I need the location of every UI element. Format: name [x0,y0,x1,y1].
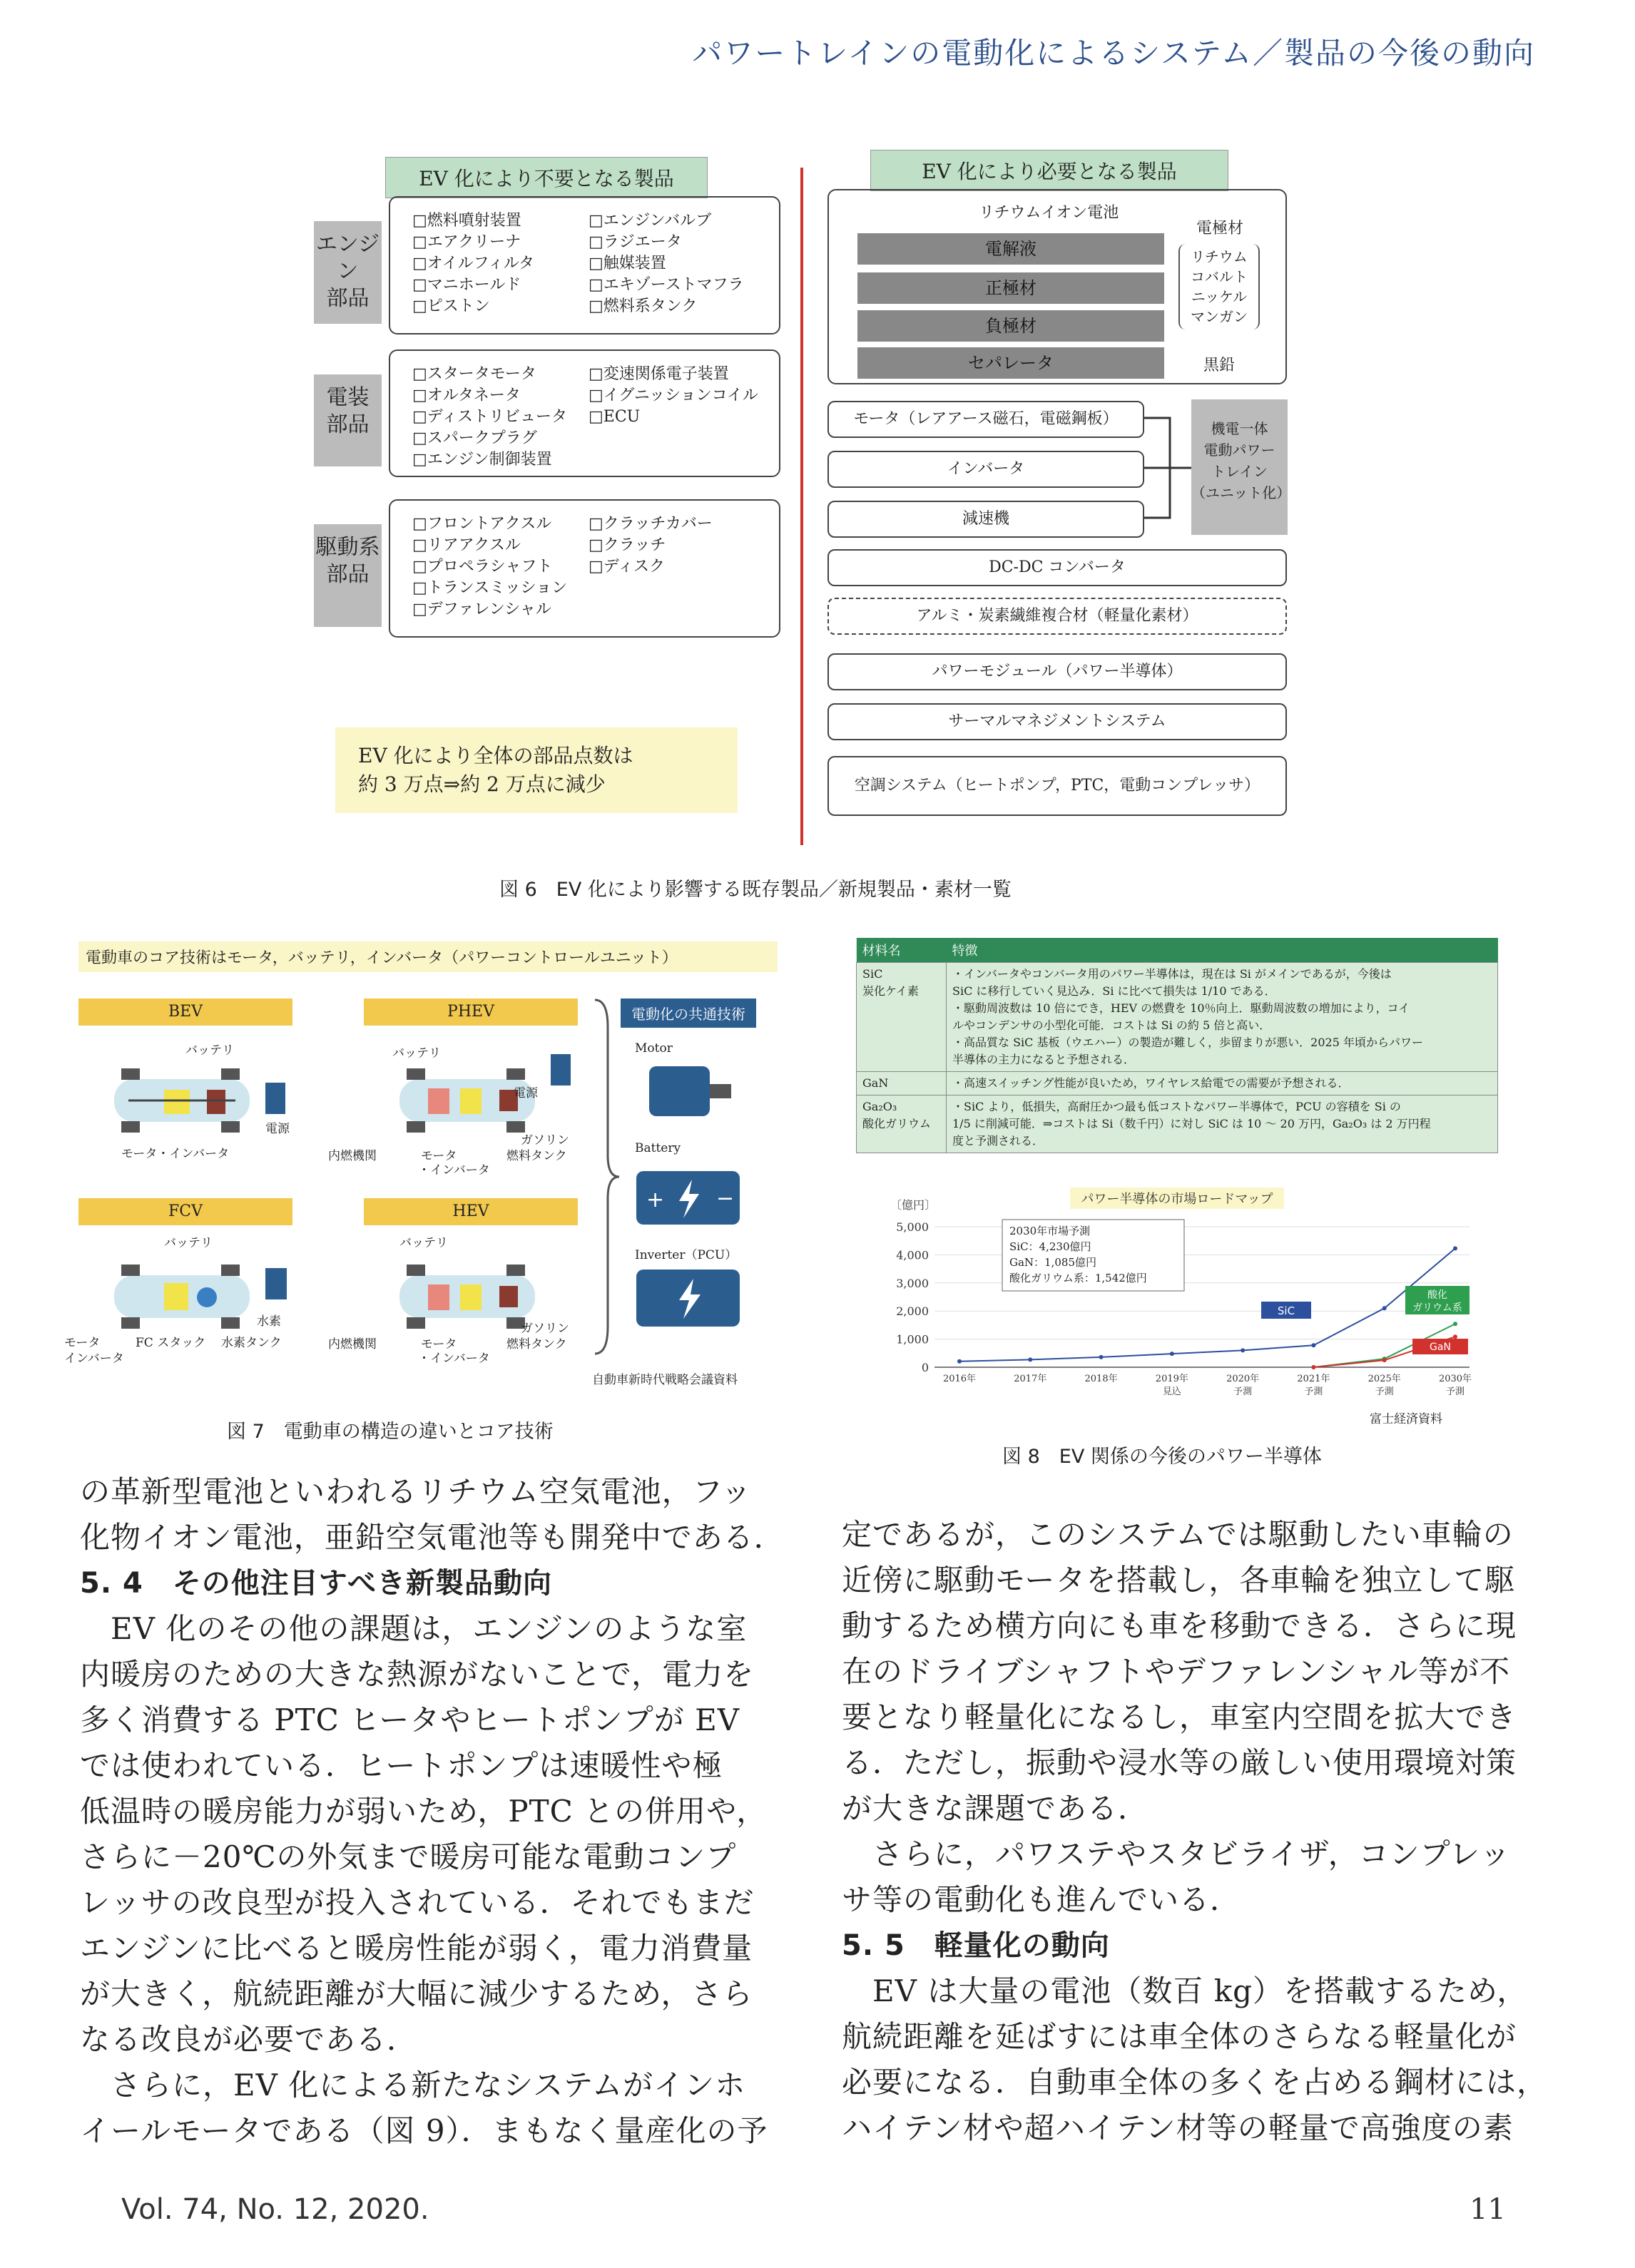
fig7-hev-label: 内燃機関 [328,1337,377,1352]
fig6-motor: モータ（レアアース磁石，電磁鋼板） [827,401,1144,438]
paragraph-line: る．ただし，振動や浸水等の厳しい使用環境対策 [842,1745,1517,1780]
x-tick-label: 2021年 [1297,1374,1330,1384]
data-point [1241,1348,1245,1352]
paragraph-line: 要となり軽量化になるし，車室内空間を拡大でき [842,1700,1517,1735]
fig7-hev-label: ・インバータ [418,1352,490,1366]
fig7-banner: 電動車のコア技術はモータ，バッテリ，インバータ（パワーコントロールユニット） [78,941,778,972]
running-header: パワートレインの電動化によるシステム／製品の今後の動向 [692,36,1535,71]
page-number: 11 [1470,2193,1506,2226]
fig6-battery-part: セパレータ [857,347,1164,379]
fig6-alumi: アルミ・炭素繊維複合材（軽量化素材） [827,598,1287,635]
fig7-fcv-label: 水素 [257,1314,281,1329]
fig6-item: □スタータモータ [412,365,536,383]
fig7-fcv-label: バッテリ [164,1236,213,1250]
fig8-material-jp: 炭化ケイ素 [862,984,919,998]
fig7-phev-label: ガソリン [521,1133,569,1148]
fig6-thermal: サーマルマネジメントシステム [827,703,1287,740]
fig8-feature-line: ・高速スイッチング性能が良いため，ワイヤレス給電での需要が予想される． [952,1076,1350,1090]
table-row [857,1072,1498,1095]
data-point [957,1359,962,1364]
paragraph-line: エンジンに比べると暖房性能が弱く，電力消費量 [80,1931,753,1966]
series-label: ガリウム系 [1412,1302,1462,1314]
fig7-hev-header: HEV [364,1198,578,1225]
fig6-group-label-line: 部品 [326,412,370,437]
paragraph-line: さらに，EV 化による新たなシステムがインホ [80,2068,746,2103]
charger-icon [265,1083,285,1114]
fig7-fcv-label: モータ [64,1336,101,1350]
fig6-item: □燃料噴射装置 [412,212,521,230]
chart-title: パワー半導体の市場ロードマップ [1081,1192,1273,1207]
fig7-phev-panel [328,998,578,1178]
fig8-feature-line: ・駆動周波数は 10 倍にでき，HEV の燃費を 10％向上．駆動周波数の増加により，コイ [952,1001,1410,1015]
fig6-group-label-line: 駆動系 [315,535,380,560]
fig6-group-label-line: 部品 [326,286,370,311]
section-heading: 5. 4 その他注目すべき新製品動向 [80,1567,552,1600]
fig6-item: □プロペラシャフト [412,558,553,576]
paragraph-line: 動するため横方向にも車を移動できる．さらに現 [842,1608,1517,1643]
fig6-group-label-line: エンジン [315,232,380,284]
fig6-item: □オルタネータ [412,387,521,404]
fig7-caption: 図 7 電動車の構造の違いとコア技術 [227,1421,554,1443]
x-tick-label: 予測 [1445,1386,1465,1397]
fig8-feature-line: 1/5 に削減可能．⇒コストは Si（数千円）に対し SiC は 10 ～ 20 万円，Ga₂O₃ は 2 万円程 [952,1117,1431,1130]
y-tick-label: 2,000 [896,1304,929,1319]
fig6-group-col [589,364,758,428]
fig6-item: □ラジエータ [589,233,682,251]
fig6-item: □燃料系タンク [589,297,698,315]
fig8-material-symbol: SiC [862,967,883,981]
x-tick-label: 2019年 [1155,1374,1188,1384]
fig6-electrode-item: リチウム [1191,248,1248,265]
fig6-item: □リアアクスル [412,536,521,554]
fig6-reducer: 減速機 [827,501,1144,538]
fig6-item: □ディスク [589,558,666,576]
table-row [857,963,1498,1072]
x-tick-label: 2018年 [1084,1374,1118,1384]
x-tick-label: 予測 [1233,1386,1253,1397]
fig8-table-head: 特徴 [947,938,1498,963]
forecast-line: SiC：4,230億円 [1009,1240,1091,1253]
fig6-note-line1: EV 化により全体の部品点数は [358,744,633,767]
fig6-battery-part: 正極材 [857,272,1164,304]
series-label: SiC [1277,1304,1295,1317]
fig6-item: □クラッチ [589,536,666,554]
fig8-feature-line: ルやコンデンサの小型化可能．コストは Si の約 5 倍と高い． [952,1018,1271,1032]
fig6-item: □フロントアクスル [412,515,552,533]
fig8-material-symbol: GaN [862,1076,889,1090]
series-label: 酸化 [1427,1289,1447,1301]
fig6-integrated-line: （ユニット化） [1191,484,1291,501]
fig6-electrode-item: ニッケル [1191,288,1248,305]
x-tick-label: 2017年 [1014,1374,1047,1384]
fig7-hev-label: モータ [421,1337,457,1352]
fig8-material-name [857,1095,947,1153]
section-heading: 5. 5 軽量化の動向 [842,1929,1110,1962]
fig7-fcv-header: FCV [78,1198,292,1225]
fig6-battery-title: リチウムイオン電池 [979,204,1119,222]
x-tick-label: 予測 [1304,1386,1323,1397]
paragraph-line: 在のドライブシャフトやデファレンシャル等が不 [842,1654,1511,1689]
fig7-phev-label: バッテリ [392,1046,441,1061]
fig6-item: □エキゾーストマフラ [589,276,744,294]
fig6-left-title: EV 化により不要となる製品 [385,157,708,198]
data-point [1382,1358,1387,1362]
fig8-material-name [857,963,947,1072]
paragraph-line: イールモータである（図 9）．まもなく量産化の予 [80,2113,768,2148]
fig6-dcdc: DC-DC コンバータ [827,549,1287,586]
fig6-item: □イグニッションコイル [589,387,758,404]
fig7-fcv-label: インバータ [64,1352,124,1366]
x-tick-label: 2020年 [1226,1374,1260,1384]
fig6-graphite: 黒鉛 [1203,357,1236,374]
y-axis-unit: 〔億円〕 [890,1198,937,1212]
fig6-group-label [314,524,382,627]
paragraph-line: が大きく，航続距離が大幅に減少するため，さら [80,1976,753,2011]
fig6-integrated-line: 機電一体 [1211,420,1268,437]
fig6-item: □デファレンシャル [412,601,551,618]
paragraph-line: では使われている．ヒートポンプは速暖性や極 [80,1748,723,1783]
data-point [1028,1357,1032,1362]
fig7-phev-label: 燃料タンク [506,1149,567,1163]
body-column-left [80,1469,786,2154]
fig6-note-line2: 約 3 万点⇒約 2 万点に減少 [358,772,606,796]
data-point [1453,1246,1457,1250]
fig6-item: □クラッチカバー [589,515,713,533]
paragraph-line: 近傍に駆動モータを搭載し，各車輪を独立して駆 [842,1563,1516,1598]
forecast-line: GaN：1,085億円 [1009,1256,1096,1269]
fig7-phev-label: 電源 [514,1086,538,1100]
fig8-material-feature [947,1095,1498,1153]
fig7-bev-label: バッテリ [185,1043,234,1058]
fig6-electrode-item: マンガン [1191,308,1248,325]
fig8-feature-line: 度と予測される． [952,1134,1044,1148]
fig7-bev-label: モータ・インバータ [121,1147,230,1161]
fcv-car-icon [107,1265,264,1329]
paragraph-line: が大きな課題である． [842,1791,1149,1826]
charger-icon [551,1054,571,1086]
hydrogen-station-icon [265,1268,287,1299]
fig6-item: □マニホールド [412,276,521,294]
fig8-chart [856,1187,1512,1423]
data-point [1311,1365,1315,1369]
fig7-common-tech [621,998,756,1262]
fig6-item: □触媒装置 [589,255,666,272]
fig7-hev-label: バッテリ [399,1236,448,1250]
paragraph-line: 必要になる．自動車全体の多くを占める鋼材には， [842,2065,1548,2100]
fig7-motor-label: Motor [635,1041,673,1056]
data-point [1453,1322,1457,1326]
fig6-group-col [412,514,567,620]
fig6-item: □ディストリビュータ [412,408,568,426]
paragraph-line: 航続距離を延ばすには車全体のさらなる軽量化が [842,2019,1517,2054]
paragraph-line: 低温時の暖房能力が弱いため，PTC との併用や， [80,1794,768,1829]
fig7-fcv-label: FC スタック [136,1336,206,1350]
fig8-material-jp: 酸化ガリウム [862,1117,931,1130]
fig8-feature-line: SiC に移行していく見込み．Si に比べて損失は 1/10 である． [952,984,1276,998]
fig6-group-col [589,210,744,317]
y-tick-label: 4,000 [896,1248,929,1262]
fig8-caption: 図 8 EV 関係の今後のパワー半導体 [1002,1446,1322,1468]
fig7-brace [592,998,621,1355]
paragraph-line: ハイテン材や超ハイテン材等の軽量で高強度の素 [842,2110,1514,2145]
fig7-hev-panel [328,1198,578,1368]
paragraph-line: なる改良が必要である． [80,2022,418,2057]
fig7-phev-label: モータ [421,1149,457,1163]
svg-text:−: − [716,1186,735,1211]
figure-7 [64,941,799,1398]
series-label: GaN [1430,1342,1451,1353]
data-point [1311,1343,1315,1347]
fig6-battery-part: 電解液 [857,233,1164,265]
fig6-group-label [314,374,382,466]
fig6-item: □ピストン [412,297,490,315]
fig7-battery-label: Battery [635,1141,681,1155]
paragraph-line: EV 化のその他の課題は，エンジンのような室 [80,1611,748,1646]
paragraph-line: レッサの改良型が投入されている．それでもまだ [80,1885,755,1920]
y-tick-label: 1,000 [896,1332,929,1347]
forecast-line: 酸化ガリウム系：1,542億円 [1009,1272,1147,1284]
fig6-caption: 図 6 EV 化により影響する既存製品／新規製品・素材一覧 [499,879,1012,901]
fig7-phev-label: ・インバータ [418,1163,490,1178]
fig6-electrode-label: 電極材 [1196,220,1244,237]
fig7-bev-header: BEV [78,998,292,1026]
fig7-phev-label: 内燃機関 [328,1149,377,1163]
fig6-divider [800,168,803,845]
fig6-group-label-line: 部品 [326,562,370,587]
bev-car-icon [107,1068,264,1133]
x-tick-label: 見込 [1162,1386,1181,1397]
table-row [857,1095,1498,1153]
fig7-bev-label: 電源 [265,1122,290,1136]
x-tick-label: 2016年 [942,1374,977,1384]
fig6-item: □エアクリーナ [412,233,521,251]
paragraph-line: 定であるが，このシステムでは駆動したい車輪の [842,1517,1514,1552]
data-point [1170,1352,1174,1356]
inverter-icon [636,1266,743,1330]
x-tick-label: 予測 [1375,1386,1394,1397]
fig7-hev-label: ガソリン [521,1322,569,1336]
data-point [1453,1334,1457,1339]
fig7-hev-label: 燃料タンク [506,1337,567,1352]
paragraph-line: 化物イオン電池，亜鉛空気電池等も開発中である． [80,1520,785,1555]
fig6-integrated-box [1191,399,1291,535]
x-tick-label: 2030年 [1438,1374,1472,1384]
fig6-item: □エンジン制御装置 [412,451,552,469]
y-tick-label: 5,000 [896,1220,929,1234]
fig6-group-col [412,210,534,317]
figure-6 [314,150,1298,863]
battery-icon [636,1164,743,1228]
fig7-phev-header: PHEV [364,998,578,1026]
fig8-feature-line: 半導体の主力になると予想される． [952,1053,1136,1066]
fig8-roadmap-chart [856,1187,1512,1423]
fig6-inverter: インバータ [827,451,1144,488]
figure-8 [856,938,1512,1426]
fig6-integrated-line: トレイン [1211,463,1268,480]
fig8-material-feature [947,963,1498,1072]
body-column-right [842,1512,1548,2151]
fig6-aircon: 空調システム（ヒートポンプ，PTC，電動コンプレッサ） [827,756,1287,816]
footer-volume: Vol. 74, No. 12, 2020. [121,2193,429,2226]
fig7-common-title: 電動化の共通技術 [621,998,756,1028]
fig6-electrode-item: コバルト [1191,268,1248,285]
fig6-item: □スパークプラグ [412,429,537,447]
svg-text:+: + [646,1187,665,1212]
fig6-item: □変速関係電子装置 [589,365,729,383]
fig6-battery-part: 負極材 [857,310,1164,342]
fig8-feature-line: ・インバータやコンバータ用のパワー半導体は，現在は Si がメインであるが，今後は [952,967,1392,981]
paragraph-line: の革新型電池といわれるリチウム空気電池，フッ [80,1474,752,1509]
fig8-material-table [856,938,1498,1153]
fig8-material-feature [947,1072,1498,1095]
fig8-table-head: 材料名 [857,938,947,963]
fig6-electrode-items [1178,244,1260,330]
phev-car-icon [392,1068,549,1133]
fig7-fcv-label: 水素タンク [221,1336,282,1350]
paragraph-line: サ等の電動化も進んでいる． [842,1882,1241,1917]
fig6-group-label [314,221,382,324]
data-point [1099,1355,1104,1359]
fig6-item: □トランスミッション [412,579,568,597]
fig8-material-symbol: Ga₂O₃ [862,1100,897,1113]
paragraph-line: さらに，パワステやスタビライザ，コンプレッ [842,1837,1511,1871]
fig8-source: 富士経済資料 [1370,1412,1442,1426]
fig6-item: □エンジンバルブ [589,212,712,230]
y-tick-label: 0 [921,1361,929,1374]
data-point [1382,1306,1387,1310]
fig8-feature-line: ・高品質な SiC 基板（ウエハー）の製造が難しく，歩留まりが悪い．2025 年頃からパワー [952,1036,1423,1049]
fig6-note [335,727,738,813]
fig6-group-col [412,364,567,471]
fig6-group-col [589,514,713,578]
fig6-item: □ECU [589,408,641,426]
fig6-battery-box [827,189,1287,384]
fig6-group-label-line: 電装 [326,385,370,410]
fig6-item: □オイルフィルタ [412,255,535,272]
fig6-right-title: EV 化により必要となる製品 [870,150,1228,191]
fig7-inverter-label: Inverter（PCU） [635,1248,738,1262]
motor-icon [649,1063,735,1120]
fig8-material-name [857,1072,947,1095]
x-tick-label: 2025年 [1367,1374,1401,1384]
fig6-integrated-line: 電動パワー [1203,441,1275,459]
paragraph-line: 多く消費する PTC ヒータやヒートポンプが EV [80,1702,740,1737]
fig7-bev-panel [78,998,292,1168]
paragraph-line: さらに－20℃の外気まで暖房可能な電動コンプ [80,1839,737,1874]
fig8-feature-line: ・SiC より，低損失，高耐圧かつ最も低コストなパワー半導体で，PCU の容積を Si の [952,1100,1401,1113]
y-tick-label: 3,000 [896,1276,929,1290]
forecast-line: 2030年市場予測 [1009,1225,1091,1237]
fig6-power-module: パワーモジュール（パワー半導体） [827,653,1287,690]
paragraph-line: EV は大量の電池（数百 kg）を搭載するため， [842,1973,1528,2008]
paragraph-line: 内暖房のための大きな熱源がないことで，電力を [80,1657,755,1692]
fig7-fcv-panel [64,1198,292,1368]
fig7-source: 自動車新時代戦略会議資料 [592,1373,738,1387]
